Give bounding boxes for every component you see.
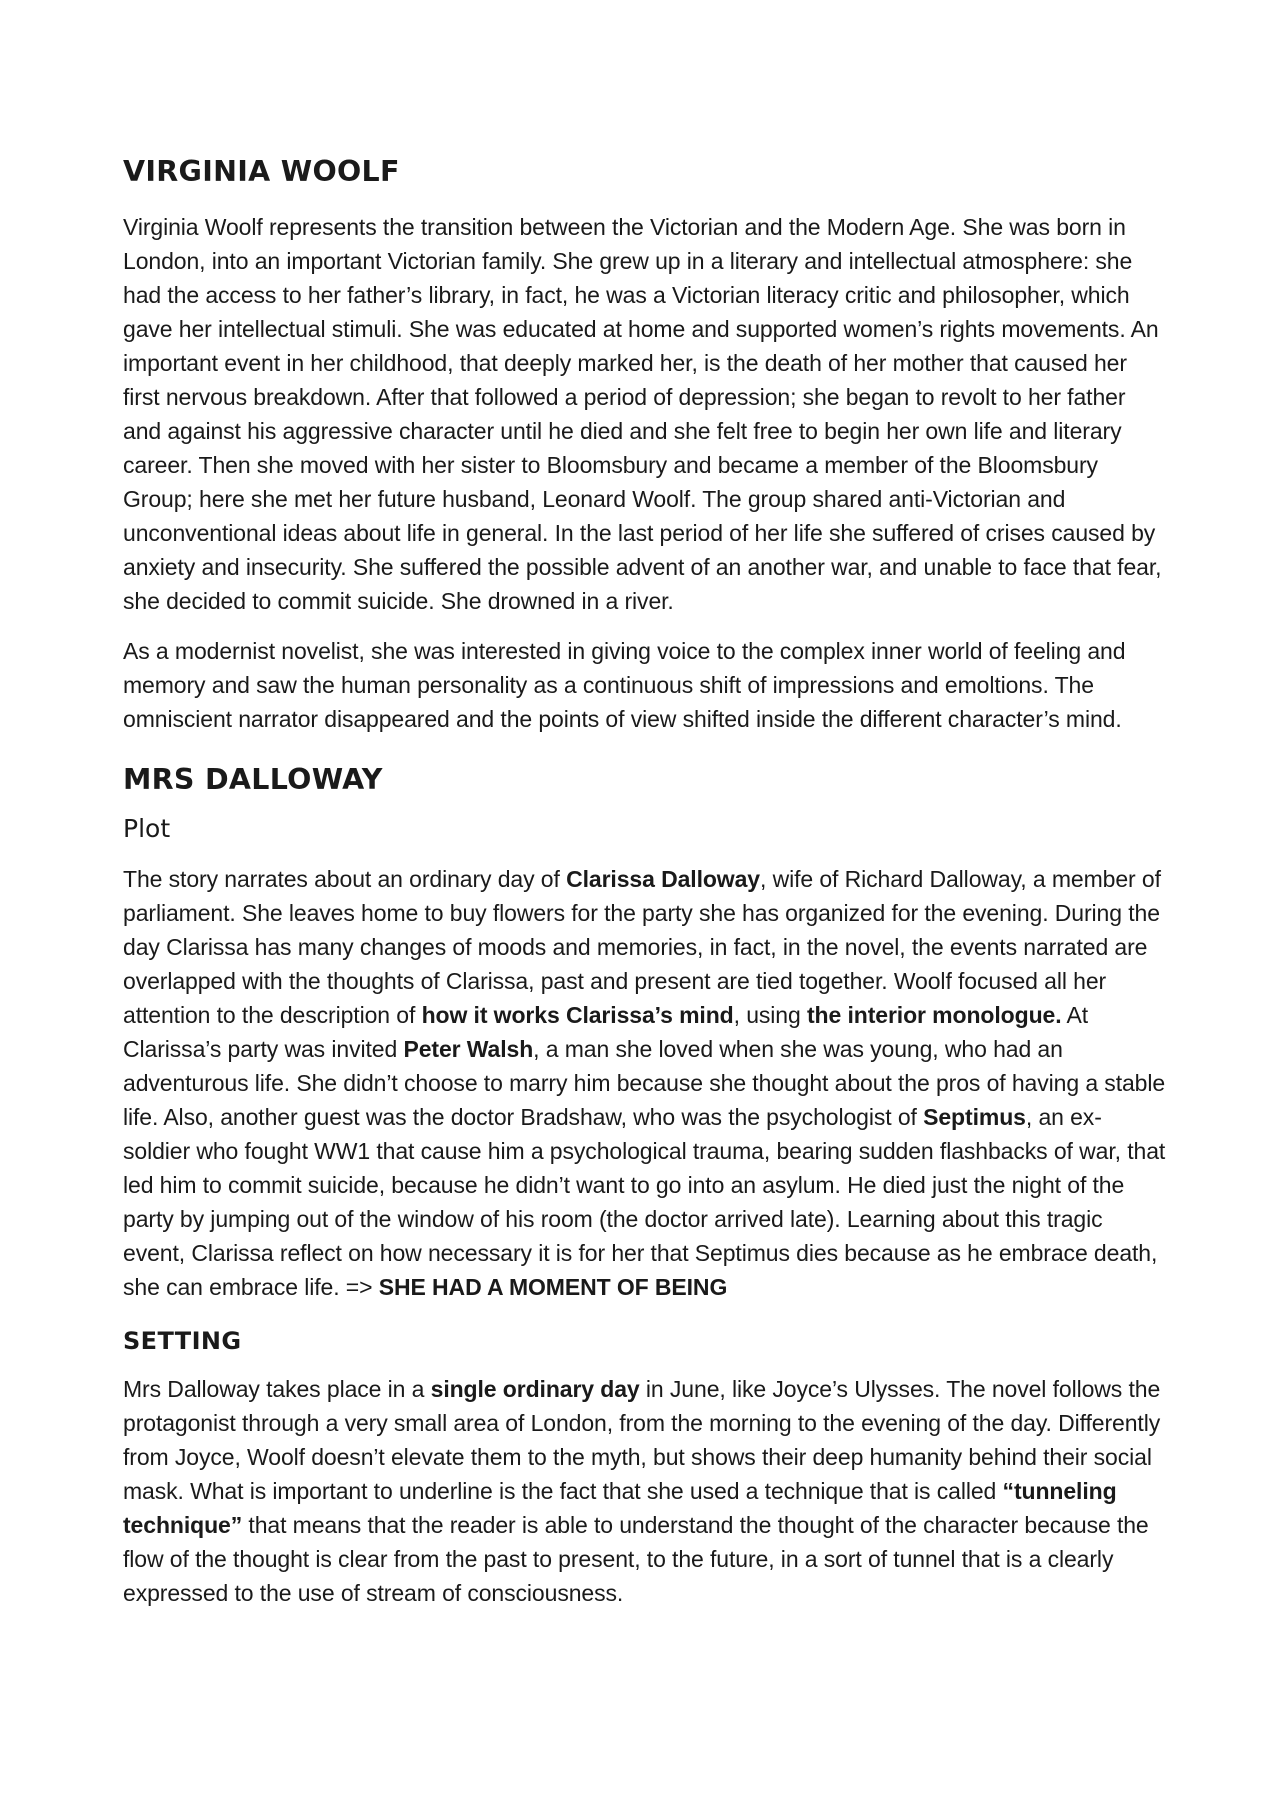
- plot-bold-peter-walsh: Peter Walsh: [403, 1036, 534, 1062]
- setting-paragraph: [123, 1372, 1168, 1610]
- plot-bold-moment-of-being: SHE HAD A MOMENT OF BEING: [378, 1274, 728, 1300]
- setting-text: that means that the reader is able to understand the thought of the character because the flow of the thought is clear from the past to present, to the future, in a sort of tunnel that is a clearly expressed to the use of stream of consciousness.: [123, 1512, 1149, 1606]
- document-page: [123, 148, 1168, 1626]
- plot-text: The story narrates about an ordinary day of: [123, 866, 567, 892]
- intro-paragraph-biography: Virginia Woolf represents the transition between the Victorian and the Modern Age. She was born in London, into an important Victorian family. She grew up in a literary and intellectual atmosphere: she had the access to her father’s library, in fact, he was a Victorian literacy critic and philosopher, which gave her intellectual stimuli. She was educated at home and supported women’s rights movements. An important event in her childhood, that deeply marked her, is the death of her mother that caused her first nervous breakdown. After that followed a period of depression; she began to revolt to her father and against his aggressive character until he died and she felt free to begin her own life and literary career. Then she moved with her sister to Bloomsbury and became a member of the Bloomsbury Group; here she met her future husband, Leonard Woolf. The group shared anti-Victorian and unconventional ideas about life in general. In the last period of her life she suffered of crises caused by anxiety and insecurity. She suffered the possible advent of an another war, and unable to face that fear, she decided to commit suicide. She drowned in a river.: [123, 214, 1162, 614]
- setting-text: in June, like Joyce’s Ulysses. The novel follows the protagonist through a very small area of London, from the morning to the evening of the day. Differently from Joyce, Woolf doesn’t elevate them to the myth, but shows their deep humanity behind their social mask. What is important to underline is the fact that she used a technique that is called: [123, 1376, 1161, 1504]
- intro-paragraph-modernism: As a modernist novelist, she was interested in giving voice to the complex inner world of feeling and memory and saw the human personality as a continuous shift of impressions and emoltions. The omniscient narrator disappeared and the points of view shifted inside the different character’s mind.: [123, 638, 1126, 732]
- plot-text: , a man she loved when she was young, who had an adventurous life. She didn’t choose to marry him because she thought about the pros of having a stable life. Also, another guest was the doctor Bradshaw, who was the psychologist of: [123, 1036, 1166, 1130]
- setting-text: Mrs Dalloway takes place in a: [123, 1376, 431, 1402]
- plot-heading: Plot: [123, 814, 171, 843]
- plot-text: , using: [733, 1002, 807, 1028]
- section-title-mrs-dalloway: MRS DALLOWAY: [123, 763, 383, 796]
- plot-text: , an ex-soldier who fought WW1 that cause him a psychological trauma, bearing sudden flashbacks of war, that led him to commit suicide, because he didn’t want to go into an asylum. He died just the night of the party by jumping out of the window of his room (the doctor arrived late). Learning about this tragic event, Clarissa reflect on how necessary it is for her that Septimus dies because as he embrace death, she can embrace life. =>: [123, 1104, 1166, 1300]
- plot-bold-clarissa: Clarissa Dalloway: [566, 866, 760, 892]
- plot-paragraph: [123, 862, 1168, 1304]
- document-title: VIRGINIA WOOLF: [123, 155, 400, 188]
- plot-bold-septimus: Septimus: [923, 1104, 1026, 1130]
- plot-text: , wife of Richard Dalloway, a member of parliament. She leaves home to buy flowers for the party she has organized for the evening. During the day Clarissa has many changes of moods and memories, in fact, in the novel, the events narrated are overlapped with the thoughts of Clarissa, past and present are tied together. Woolf focused all her attention to the description of: [123, 866, 1161, 1028]
- plot-text: At Clarissa’s party was invited: [123, 1002, 1089, 1062]
- plot-bold-monologue: the interior monologue.: [806, 1002, 1062, 1028]
- setting-bold-tunneling: “tunneling technique”: [123, 1478, 1117, 1538]
- setting-heading: SETTING: [123, 1327, 242, 1355]
- plot-bold-mind: how it works Clarissa’s mind: [421, 1002, 734, 1028]
- setting-bold-single-day: single ordinary day: [430, 1376, 640, 1402]
